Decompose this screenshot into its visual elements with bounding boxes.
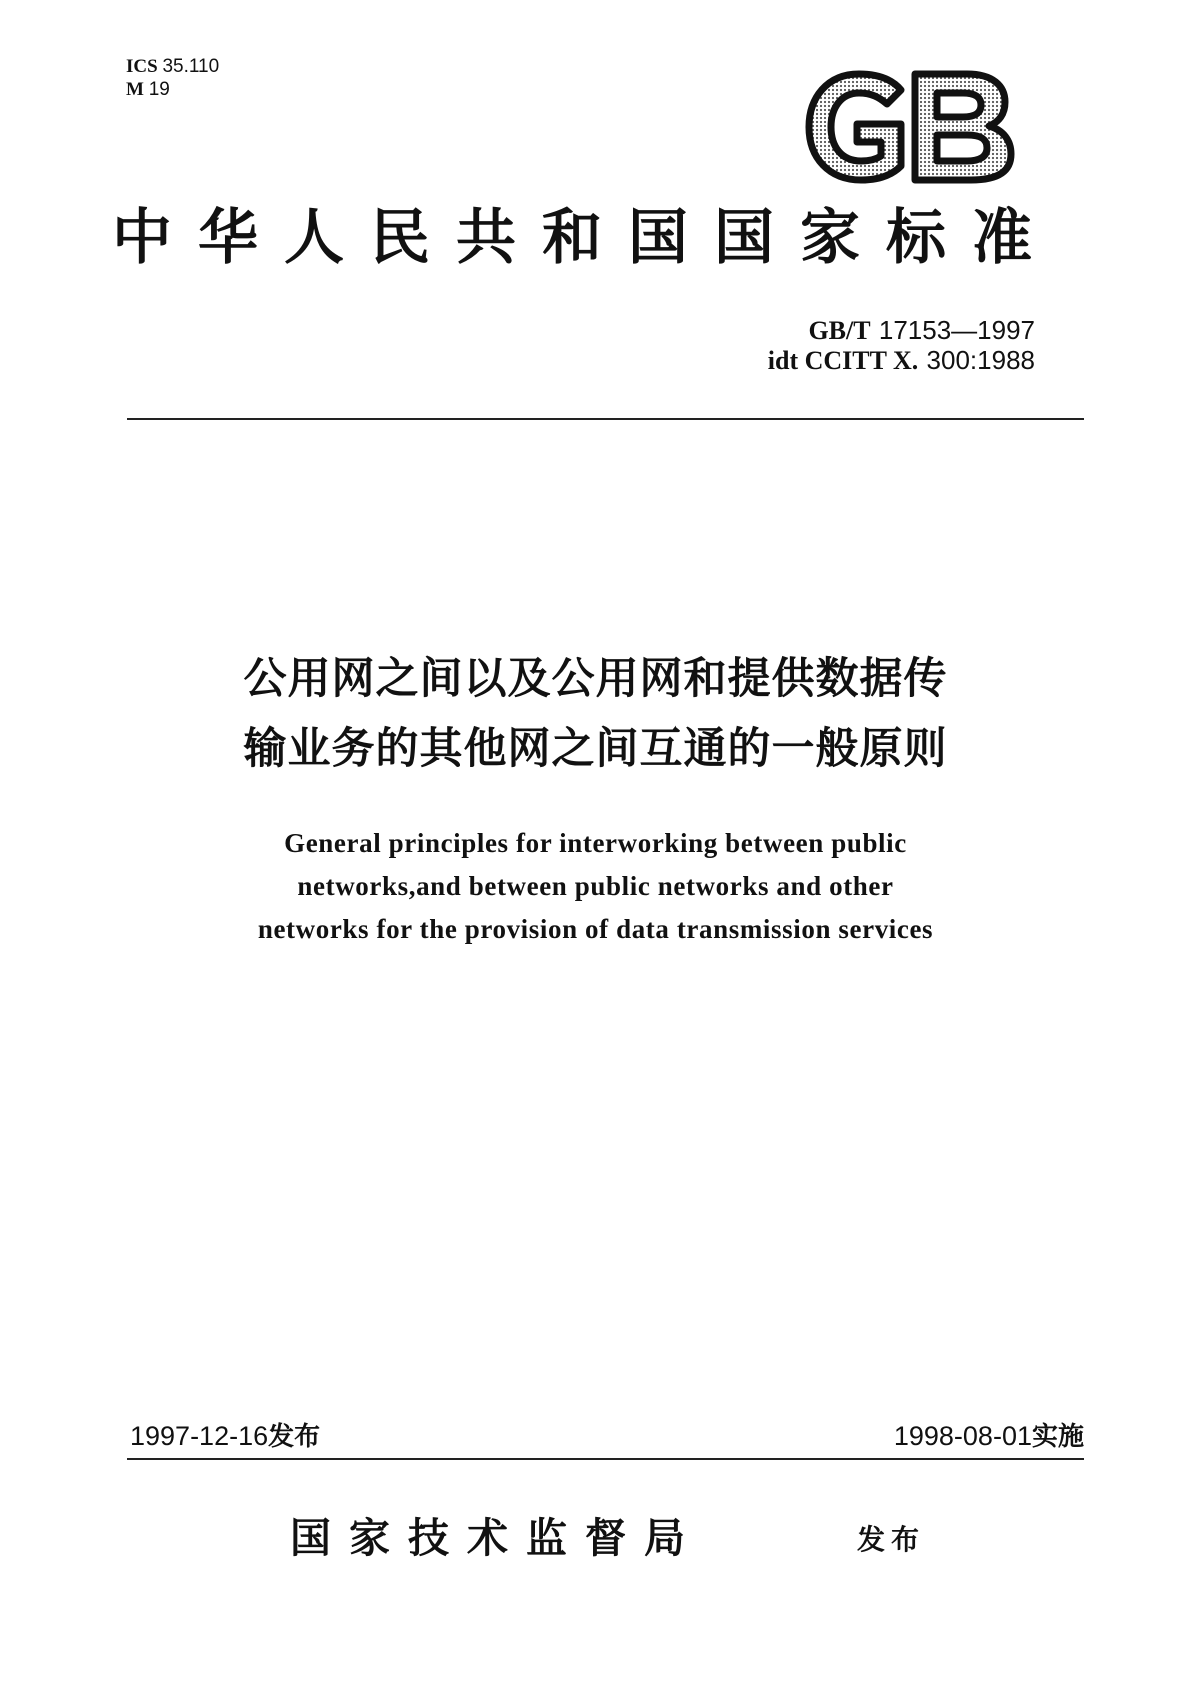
- standard-number-prefix: GB/T: [808, 316, 871, 345]
- ics-code: 35.110: [162, 56, 220, 77]
- header-divider: [127, 418, 1084, 420]
- gb-logo: [803, 68, 1015, 186]
- classification-code: 19: [148, 79, 170, 100]
- classification-line: [126, 78, 170, 102]
- ics-code-line: [126, 55, 219, 79]
- publish-date: [130, 1418, 320, 1455]
- implement-date: [894, 1418, 1084, 1455]
- en-title-line-1: General principles for interworking between public: [284, 828, 907, 858]
- gb-logo-text: GB: [803, 68, 805, 69]
- publish-label: 发布: [268, 1422, 321, 1452]
- cn-title-line-2: 输业务的其他网之间互通的一般原则: [243, 724, 948, 774]
- implement-date-value: 1998-08-01: [893, 1421, 1032, 1451]
- national-standard-title: 中华人民共和国国家标准: [112, 203, 1058, 273]
- classification-label: M: [126, 79, 144, 100]
- en-title-line-2: networks,and between public networks and other: [297, 871, 894, 901]
- cn-title-line-1: 公用网之间以及公用网和提供数据传: [243, 654, 948, 704]
- issued-label: 发布: [857, 1523, 926, 1556]
- identical-standard: [768, 345, 1035, 376]
- ics-label: ICS: [126, 56, 158, 77]
- identical-standard-prefix: idt CCITT X.: [767, 346, 919, 375]
- implement-label: 实施: [1031, 1422, 1084, 1452]
- en-title-line-3: networks for the provision of data transmission services: [257, 914, 934, 944]
- standard-number-value: 17153—1997: [878, 315, 1035, 345]
- standard-number: [808, 315, 1035, 346]
- publish-date-value: 1997-12-16: [130, 1421, 269, 1451]
- footer-divider: [127, 1458, 1084, 1460]
- identical-standard-number: 300:1988: [926, 345, 1035, 375]
- issuing-authority: 国家技术监督局: [290, 1514, 703, 1562]
